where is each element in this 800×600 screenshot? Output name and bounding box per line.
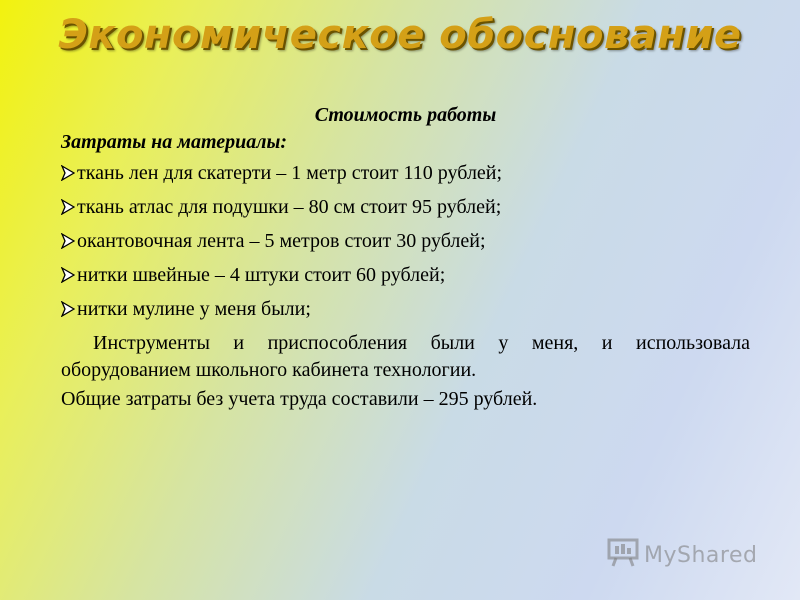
total-cost: Общие затраты без учета труда составили – 295 рублей. bbox=[61, 388, 538, 410]
watermark-text: MyShared bbox=[644, 542, 758, 568]
list-item bbox=[61, 194, 750, 222]
list-item-text: ткань лен для скатерти – 1 метр стоит 110 рублей; bbox=[77, 162, 503, 184]
list-item bbox=[61, 262, 750, 290]
list-item-text: ткань атлас для подушки – 80 см стоит 95 рублей; bbox=[77, 196, 502, 218]
slide-title: Экономическое обоснование bbox=[58, 12, 742, 58]
subtitle: Стоимость работы bbox=[314, 104, 497, 126]
arrow-bullet-icon bbox=[61, 162, 75, 188]
list-item bbox=[61, 160, 750, 188]
list-item-text: нитки мулине у меня были; bbox=[77, 298, 311, 320]
section-heading: Затраты на материалы: bbox=[61, 131, 288, 153]
tools-paragraph: Инструменты и приспособления были у меня, и использовала оборудованием школьного кабинета технологии. bbox=[61, 332, 750, 381]
watermark-logo bbox=[606, 538, 766, 572]
arrow-bullet-icon bbox=[61, 230, 75, 256]
arrow-bullet-icon bbox=[61, 264, 75, 290]
list-item-text: окантовочная лента – 5 метров стоит 30 рублей; bbox=[77, 230, 486, 252]
list-item-text: нитки швейные – 4 штуки стоит 60 рублей; bbox=[77, 264, 446, 286]
materials-list bbox=[61, 160, 750, 324]
presentation-board-icon bbox=[606, 537, 644, 573]
arrow-bullet-icon bbox=[61, 298, 75, 324]
list-item bbox=[61, 296, 750, 324]
slide-content bbox=[61, 104, 750, 413]
list-item bbox=[61, 228, 750, 256]
arrow-bullet-icon bbox=[61, 196, 75, 222]
